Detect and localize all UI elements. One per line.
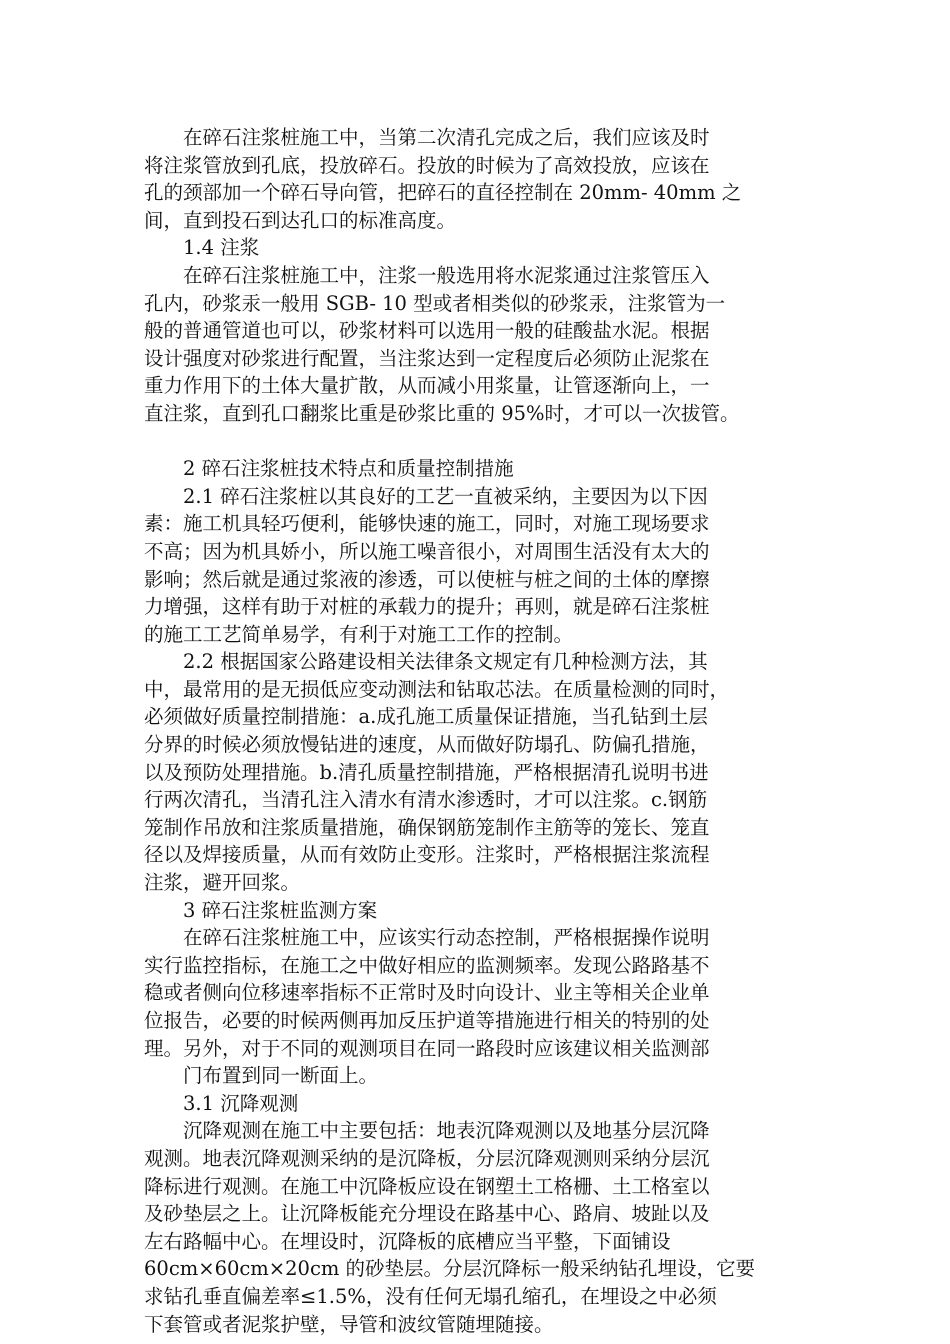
text-line: 以及预防处理措施。b.清孔质量控制措施，严格根据清孔说明书进 bbox=[144, 760, 709, 784]
text-line: 的施工工艺简单易学，有利于对施工工作的控制。 bbox=[144, 622, 574, 646]
body-text bbox=[144, 124, 808, 1338]
text-line: 在碎石注浆桩施工中，当第二次清孔完成之后，我们应该及时 bbox=[144, 126, 710, 149]
text-line: 1.4 注浆 bbox=[144, 236, 260, 260]
text-line: 3.1 沉降观测 bbox=[144, 1091, 299, 1115]
text-line: 稳或者侧向位移速率指标不正常时及时向设计、业主等相关企业单 bbox=[144, 981, 710, 1005]
blank-line bbox=[144, 428, 808, 456]
text-line: 3 碎石注浆桩监测方案 bbox=[144, 898, 378, 922]
text-line: 分界的时候必须放慢钻进的速度，从而做好防塌孔、防偏孔措施， bbox=[144, 733, 710, 757]
text-line: 求钻孔垂直偏差率≤1.5%，没有任何无塌孔缩孔，在埋设之中必须 bbox=[144, 1284, 717, 1308]
text-line: 实行监控指标，在施工之中做好相应的监测频率。发现公路路基不 bbox=[144, 953, 710, 977]
text-line: 门布置到同一断面上。 bbox=[144, 1064, 379, 1088]
text-line: 般的普通管道也可以，砂浆材料可以选用一般的硅酸盐水泥。根据 bbox=[144, 319, 710, 343]
text-line: 孔的颈部加一个碎石导向管，把碎石的直径控制在 20mm- 40mm 之 bbox=[144, 181, 742, 205]
text-line: 观测。地表沉降观测采纳的是沉降板，分层沉降观测则采纳分层沉 bbox=[144, 1146, 710, 1170]
text-line: 2.2 根据国家公路建设相关法律条文规定有几种检测方法，其 bbox=[144, 650, 708, 674]
text-line: 降标进行观测。在施工中沉降板应设在钢塑土工格栅、土工格室以 bbox=[144, 1174, 710, 1198]
text-line: 笼制作吊放和注浆质量措施，确保钢筋笼制作主筋等的笼长、笼直 bbox=[144, 815, 710, 839]
text-line: 60cm×60cm×20cm 的砂垫层。分层沉降标一般采纳钻孔埋设，它要 bbox=[144, 1257, 756, 1281]
text-line: 及砂垫层之上。让沉降板能充分埋设在路基中心、路肩、坡趾以及 bbox=[144, 1202, 710, 1226]
text-line: 素：施工机具轻巧便利，能够快速的施工，同时，对施工现场要求 bbox=[144, 512, 710, 536]
text-line: 在碎石注浆桩施工中，注浆一般选用将水泥浆通过注浆管压入 bbox=[144, 263, 710, 287]
text-line: 下套管或者泥浆护壁，导管和波纹管随埋随接。 bbox=[144, 1312, 554, 1336]
text-line: 力增强，这样有助于对桩的承载力的提升；再则，就是碎石注浆桩 bbox=[144, 595, 710, 619]
text-line: 在碎石注浆桩施工中，应该实行动态控制，严格根据操作说明 bbox=[144, 926, 710, 950]
text-line: 重力作用下的土体大量扩散，从而减小用浆量，让管逐渐向上，一 bbox=[144, 374, 710, 398]
text-line: 影响；然后就是通过浆液的渗透，可以使桩与桩之间的土体的摩擦 bbox=[144, 567, 710, 591]
text-line: 孔内，砂浆汞一般用 SGB- 10 型或者相类似的砂浆汞，注浆管为一 bbox=[144, 291, 726, 315]
text-line: 中，最常用的是无损低应变动测法和钻取芯法。在质量检测的同时， bbox=[144, 677, 730, 701]
text-line: 将注浆管放到孔底，投放碎石。投放的时候为了高效投放，应该在 bbox=[144, 153, 710, 177]
text-line: 理。另外，对于不同的观测项目在同一路段时应该建议相关监测部 bbox=[144, 1036, 710, 1060]
text-line: 2.1 碎石注浆桩以其良好的工艺一直被采纳，主要因为以下因 bbox=[144, 484, 708, 508]
text-line: 位报告，必要的时候两侧再加反压护道等措施进行相关的特别的处 bbox=[144, 1009, 710, 1032]
text-line: 左右路幅中心。在埋设时，沉降板的底槽应当平整，下面铺设 bbox=[144, 1229, 671, 1253]
text-line: 必须做好质量控制措施：a.成孔施工质量保证措施，当孔钻到土层 bbox=[144, 705, 708, 729]
text-line: 行两次清孔，当清孔注入清水有清水渗透时，才可以注浆。c.钢筋 bbox=[144, 788, 708, 812]
text-line: 2 碎石注浆桩技术特点和质量控制措施 bbox=[144, 457, 514, 481]
text-line: 设计强度对砂浆进行配置，当注浆达到一定程度后必须防止泥浆在 bbox=[144, 346, 710, 370]
text-line: 不高；因为机具娇小，所以施工噪音很小，对周围生活没有太大的 bbox=[144, 539, 710, 563]
text-line: 间，直到投石到达孔口的标准高度。 bbox=[144, 208, 457, 232]
text-line: 径以及焊接质量，从而有效防止变形。注浆时，严格根据注浆流程 bbox=[144, 843, 710, 867]
text-line: 注浆，避开回浆。 bbox=[144, 871, 301, 895]
text-line: 沉降观测在施工中主要包括：地表沉降观测以及地基分层沉降 bbox=[144, 1119, 710, 1143]
text-line: 直注浆，直到孔口翻浆比重是砂浆比重的 95%时，才可以一次拔管。 bbox=[144, 401, 740, 425]
